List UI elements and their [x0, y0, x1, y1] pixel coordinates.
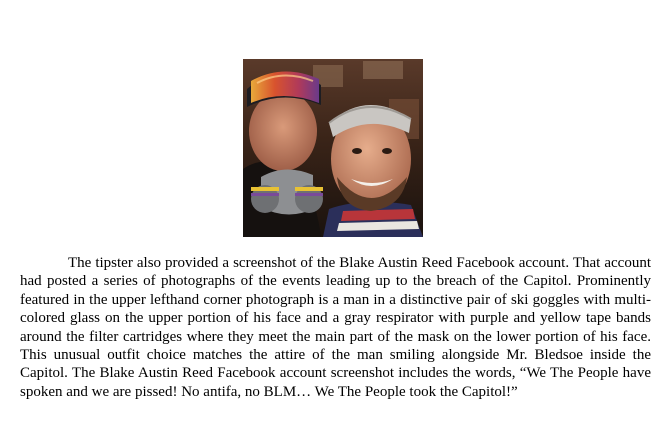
selfie-photo	[243, 59, 423, 237]
photo-icon	[243, 59, 423, 237]
body-paragraph: The tipster also provided a screenshot of the Blake Austin Reed Facebook account. That account had posted a series of photographs of the events leading up to the breach of the Capitol. Prominently featured in the upper lefthand corner photograph is a man in a distinctive pair of ski goggles with multi-colored glass on the upper portion of his face and a gray respirator with purple and yellow tape bands around the filter cartridges where they meet the main part of the mask on the lower portion of his face. This unusual outfit choice matches the attire of the man smiling alongside Mr. Bledsoe inside the Capitol. The Blake Austin Reed Facebook account screenshot includes the words, “We The People have spoken and we are pissed! No antifa, no BLM… We The People took the Capitol!”	[20, 255, 651, 400]
